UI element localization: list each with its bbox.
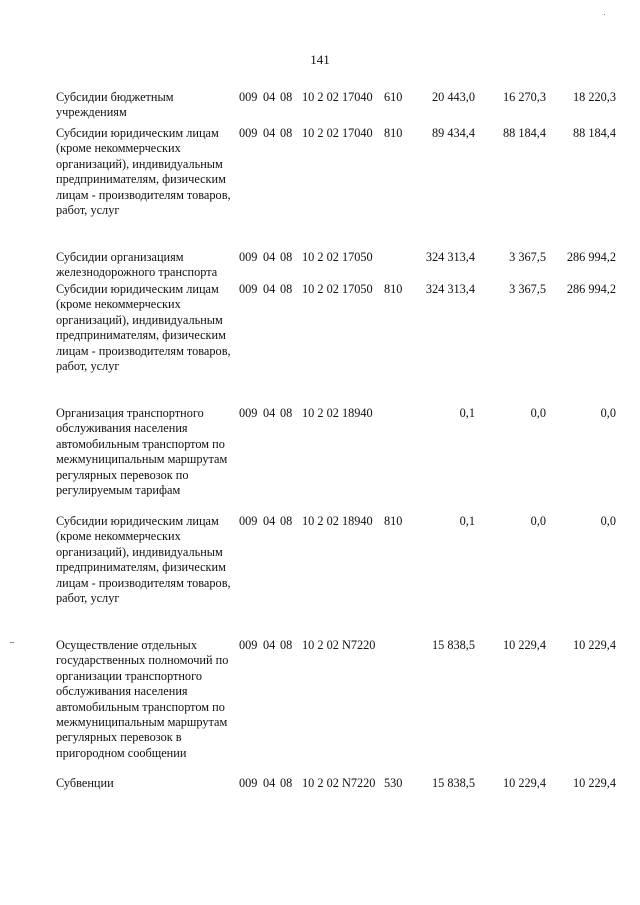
amount-year-3: 10 229,4 (572, 638, 616, 652)
target-article-code: 10 2 02 17050 (302, 282, 373, 296)
amount-year-3: 18 220,3 (572, 90, 616, 104)
ministry-code: 009 (239, 406, 258, 420)
section-code: 04 (263, 250, 276, 264)
subsection-code: 08 (280, 406, 293, 420)
subsection-code: 08 (280, 250, 293, 264)
ministry-code: 009 (239, 514, 258, 528)
amount-year-3: 88 184,4 (572, 126, 616, 140)
ministry-code: 009 (239, 90, 258, 104)
target-article-code: 10 2 02 N7220 (302, 776, 376, 790)
expense-name: Субсидии бюджетным учреждениям (56, 90, 174, 120)
amount-year-2: 3 367,5 (509, 250, 546, 264)
subsection-code: 08 (280, 282, 293, 296)
expense-type-code: 810 (384, 282, 403, 296)
expense-name: Субсидии юридическим лицам (кроме некоммерческих организаций), индивидуальным предпринимателям, физическим лицам - производителям товаров, работ, услуг (56, 126, 231, 218)
expense-name: Субсидии организациям железнодорожного транспорта (56, 250, 218, 280)
amount-year-2: 10 229,4 (502, 638, 546, 652)
ministry-code: 009 (239, 776, 258, 790)
section-code: 04 (263, 126, 276, 140)
section-code: 04 (263, 776, 276, 790)
amount-year-3: 0,0 (600, 406, 616, 420)
expense-type-code: 530 (384, 776, 403, 790)
amount-year-1: 324 313,4 (425, 250, 475, 264)
ministry-code: 009 (239, 638, 258, 652)
section-code: 04 (263, 282, 276, 296)
expense-type-code: 610 (384, 90, 403, 104)
amount-year-1: 15 838,5 (431, 638, 475, 652)
scan-speck (604, 14, 605, 15)
target-article-code: 10 2 02 17040 (302, 126, 373, 140)
section-code: 04 (263, 90, 276, 104)
amount-year-2: 10 229,4 (502, 776, 546, 790)
amount-year-3: 286 994,2 (566, 282, 616, 296)
target-article-code: 10 2 02 17040 (302, 90, 373, 104)
amount-year-3: 286 994,2 (566, 250, 616, 264)
amount-year-2: 0,0 (530, 514, 546, 528)
expense-type-code: 810 (384, 126, 403, 140)
target-article-code: 10 2 02 N7220 (302, 638, 376, 652)
subsection-code: 08 (280, 776, 293, 790)
target-article-code: 10 2 02 18940 (302, 514, 373, 528)
expense-type-code: 810 (384, 514, 403, 528)
section-code: 04 (263, 514, 276, 528)
page-number: 141 (310, 52, 330, 67)
amount-year-2: 0,0 (530, 406, 546, 420)
amount-year-2: 16 270,3 (502, 90, 546, 104)
expense-name: Субсидии юридическим лицам (кроме некоммерческих организаций), индивидуальным предпринимателям, физическим лицам - производителям товаров, работ, услуг (56, 282, 231, 374)
amount-year-2: 3 367,5 (509, 282, 546, 296)
expense-name: Осуществление отдельных государственных полномочий по организации транспортного обслуживания населения автомобильным транспортом по межмуниципальным маршрутам регулярных перевозок в пригородном сообщении (56, 638, 229, 760)
amount-year-1: 0,1 (459, 406, 475, 420)
amount-year-1: 89 434,4 (431, 126, 475, 140)
subsection-code: 08 (280, 638, 293, 652)
ministry-code: 009 (239, 250, 258, 264)
target-article-code: 10 2 02 17050 (302, 250, 373, 264)
section-code: 04 (263, 638, 276, 652)
subsection-code: 08 (280, 126, 293, 140)
subsection-code: 08 (280, 514, 293, 528)
amount-year-1: 20 443,0 (431, 90, 475, 104)
amount-year-1: 0,1 (459, 514, 475, 528)
expense-name: Организация транспортного обслуживания населения автомобильным транспортом по межмуниципальным маршрутам регулярных перевозок по регулируемым тарифам (56, 406, 228, 498)
amount-year-2: 88 184,4 (502, 126, 546, 140)
section-code: 04 (263, 406, 276, 420)
ministry-code: 009 (239, 282, 258, 296)
expense-name: Субсидии юридическим лицам (кроме некоммерческих организаций), индивидуальным предпринимателям, физическим лицам - производителям товаров, работ, услуг (56, 514, 231, 606)
amount-year-3: 0,0 (600, 514, 616, 528)
ministry-code: 009 (239, 126, 258, 140)
target-article-code: 10 2 02 18940 (302, 406, 373, 420)
amount-year-1: 324 313,4 (425, 282, 475, 296)
amount-year-3: 10 229,4 (572, 776, 616, 790)
scan-speck (10, 642, 14, 643)
expense-name: Субвенции (56, 776, 114, 790)
amount-year-1: 15 838,5 (431, 776, 475, 790)
subsection-code: 08 (280, 90, 293, 104)
